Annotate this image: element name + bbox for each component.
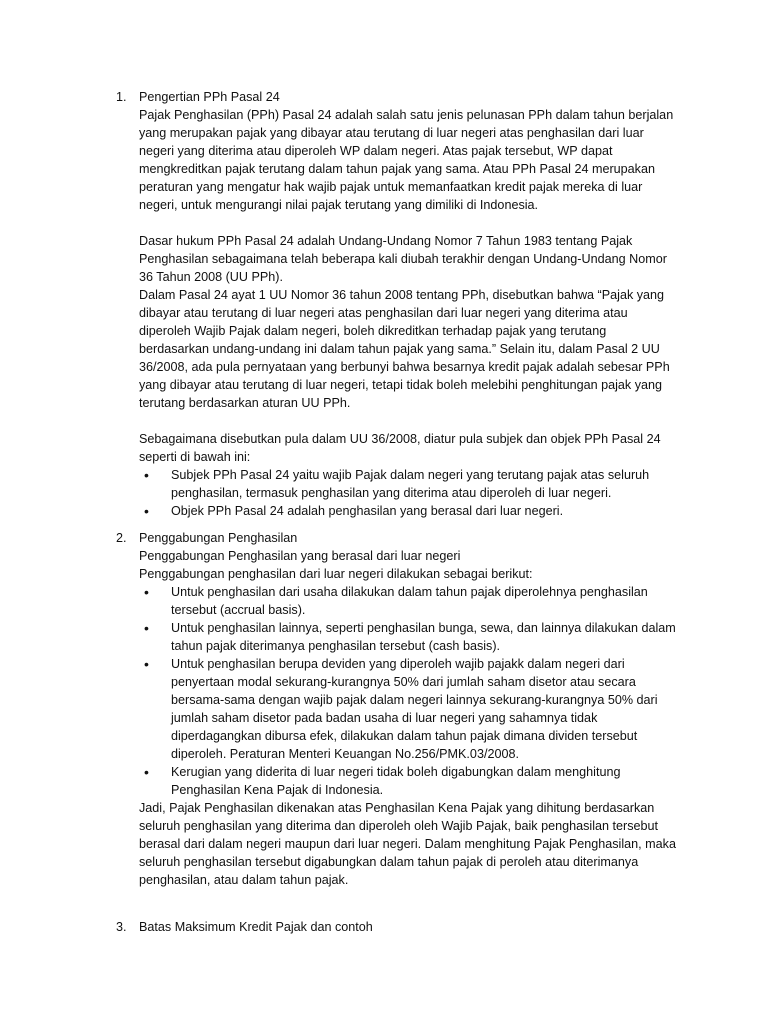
section-body — [139, 106, 679, 520]
list-item: • Kerugian yang diderita di luar negeri tidak boleh digabungkan dalam menghitung Penghasilan Kena Pajak di Indonesia. — [139, 763, 679, 799]
bullet-list — [139, 466, 679, 520]
paragraph: Sebagaimana disebutkan pula dalam UU 36/2008, diatur pula subjek dan objek PPh Pasal 24 seperti di bawah ini: — [139, 432, 661, 464]
bullet-list — [139, 583, 679, 799]
section-body — [139, 547, 679, 889]
paragraph: Penggabungan penghasilan dari luar negeri dilakukan sebagai berikut: — [139, 567, 533, 581]
list-item: • Subjek PPh Pasal 24 yaitu wajib Pajak dalam negeri yang terutang pajak atas seluruh penghasilan, termasuk penghasilan yang diterima atau diperoleh di luar negeri. — [139, 466, 679, 502]
section-title: Pengertian PPh Pasal 24 — [139, 90, 280, 104]
paragraph: Dasar hukum PPh Pasal 24 adalah Undang-Undang Nomor 7 Tahun 1983 tentang Pajak Penghasilan sebagaimana telah beberapa kali diubah terakhir dengan Undang-Undang Nomor 36 Tahun 2008 (UU PPh). — [139, 234, 667, 284]
paragraph: Jadi, Pajak Penghasilan dikenakan atas Penghasilan Kena Pajak yang dihitung berdasarkan seluruh penghasilan yang diterima dan diperoleh oleh Wajib Pajak, baik penghasilan tersebut berasal dari dalam negeri maupun dari luar negeri. Dalam menghitung Pajak Penghasilan, maka seluruh penghasilan tersebut digabungkan dalam tahun pajak di peroleh atau diterimanya penghasilan, atau dalam tahun pajak. — [139, 801, 676, 887]
section-number: 1. — [116, 90, 127, 104]
subheading: Penggabungan Penghasilan yang berasal dari luar negeri — [139, 549, 461, 563]
paragraph: Pajak Penghasilan (PPh) Pasal 24 adalah salah satu jenis pelunasan PPh dalam tahun berjalan yang merupakan pajak yang dibayar atau terutang di luar negeri atas penghasilan dari luar negeri yang diterima atau diperoleh WP dalam negeri. Atas pajak tersebut, WP dapat mengkreditkan pajak terutang dalam tahun pajak yang sama. Atau PPh Pasal 24 merupakan peraturan yang mengatur hak wajib pajak untuk memanfaatkan kredit pajak mereka di luar negeri, untuk mengurangi nilai pajak terutang yang dimiliki di Indonesia. — [139, 108, 674, 212]
section-number: 2. — [116, 531, 127, 545]
section-number: 3. — [116, 920, 127, 934]
list-item: • Untuk penghasilan berupa deviden yang diperoleh wajib pajakk dalam negeri dari penyertaan modal sekurang-kurangnya 50% dari jumlah saham disetor atau secara bersama-sama dengan wajib pajak dalam negeri lainnya sekurang-kurangnya 50% dari jumlah saham disetor pada badan usaha di luar negeri yang sahamnya tidak diperdagangkan dibursa efek, dilakukan dalam tahun pajak dimana dividen tersebut diperoleh. Peraturan Menteri Keuangan No.256/PMK.03/2008. — [139, 655, 679, 763]
section-title: Penggabungan Penghasilan — [139, 531, 298, 545]
list-item: • Objek PPh Pasal 24 adalah penghasilan yang berasal dari luar negeri. — [139, 502, 679, 520]
paragraph: Dalam Pasal 24 ayat 1 UU Nomor 36 tahun 2008 tentang PPh, disebutkan bahwa “Pajak yang dibayar atau terutang di luar negeri atas penghasilan dari luar negeri yang diterima atau diperoleh Wajib Pajak dalam negeri, boleh dikreditkan terhadap pajak yang terutang berdasarkan undang-undang ini dalam tahun pajak yang sama.” Selain itu, dalam Pasal 2 UU 36/2008, ada pula pernyataan yang berbunyi bahwa besarnya kredit pajak adalah sebesar PPh yang dibayar atau terutang di luar negeri, tetapi tidak boleh melebihi penghitungan pajak yang terutang berdasarkan aturan UU PPh. — [139, 288, 670, 410]
list-item: • Untuk penghasilan dari usaha dilakukan dalam tahun pajak diperolehnya penghasilan tersebut (accrual basis). — [139, 583, 679, 619]
section-title: Batas Maksimum Kredit Pajak dan contoh — [139, 920, 373, 934]
list-item: • Untuk penghasilan lainnya, seperti penghasilan bunga, sewa, dan lainnya dilakukan dalam tahun pajak diterimanya penghasilan tersebut (cash basis). — [139, 619, 679, 655]
